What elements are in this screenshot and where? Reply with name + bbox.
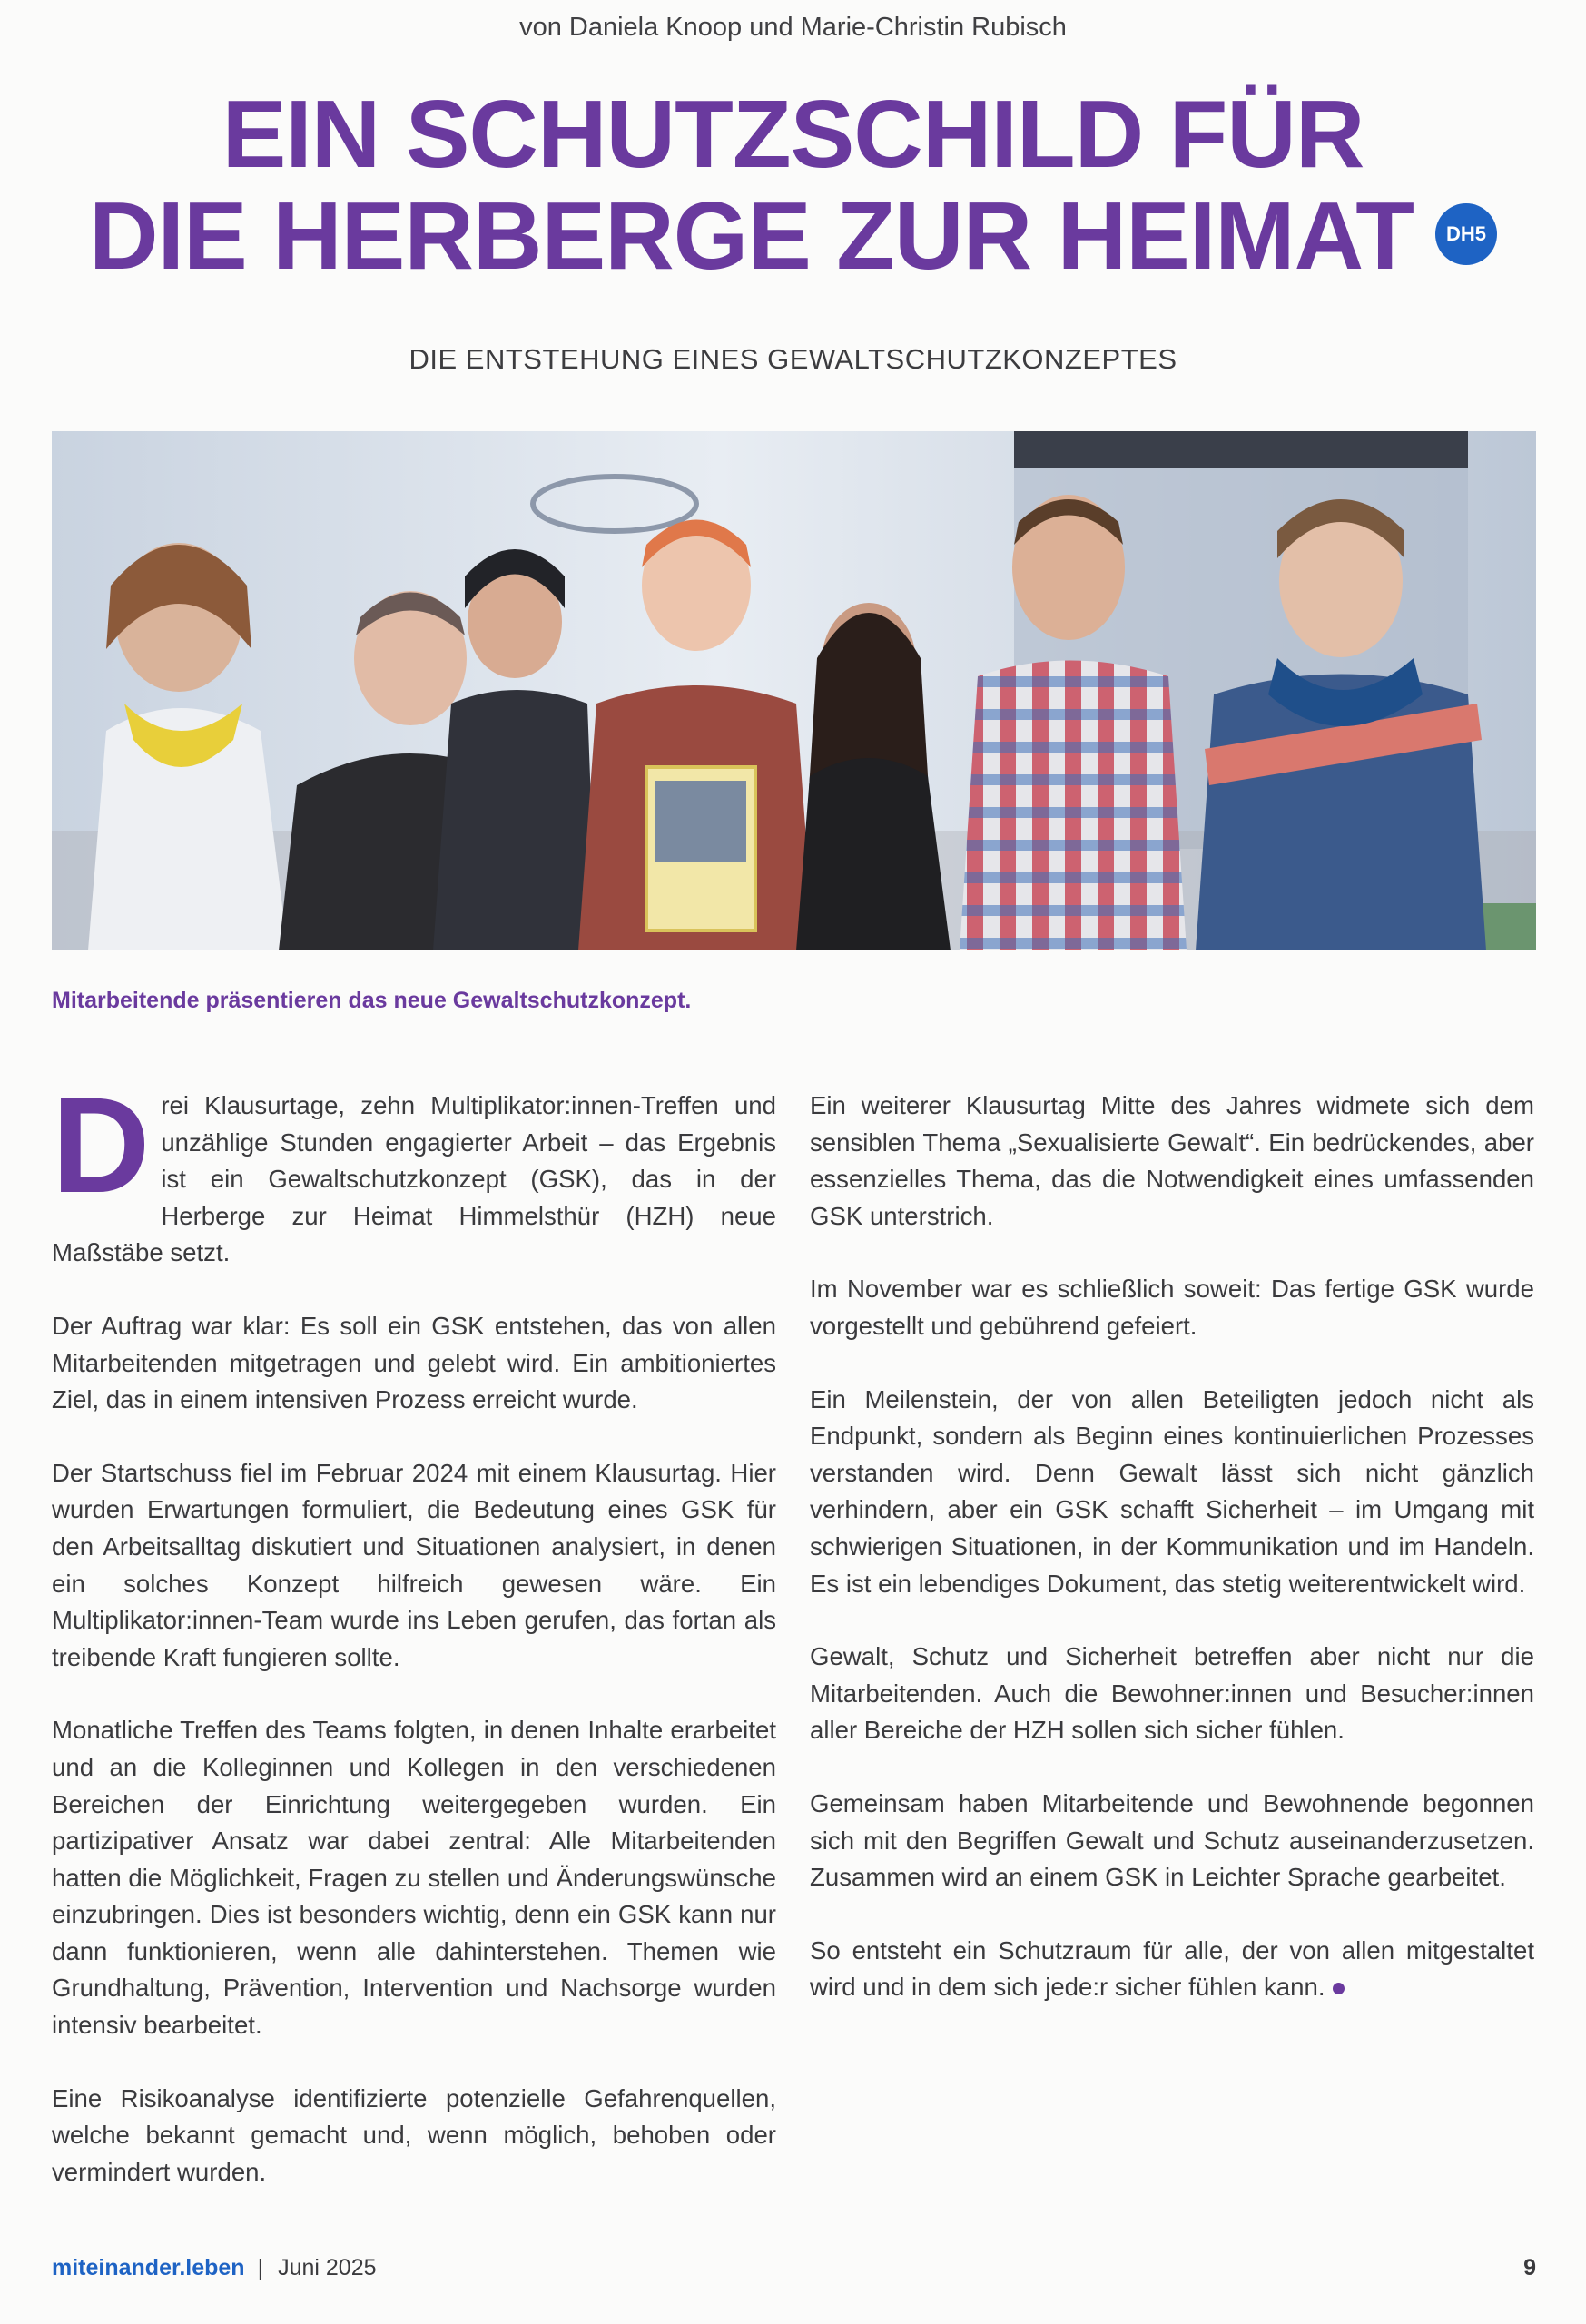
magazine-brand: [52, 2255, 245, 2280]
paragraph: Der Startschuss fiel im Februar 2024 mit einem Klausurtag. Hier wurden Erwartungen formuliert, die Bedeutung eines GSK für den Arbeitsalltag diskutiert und Situationen analysiert, in denen ein solches Konzept hilfreich gewesen wäre. Ein Multiplikator:innen-Team wurde ins Leben gerufen, das fortan als treibende Kraft fungieren sollte.: [52, 1458, 776, 1671]
paragraph: Ein weiterer Klausurtag Mitte des Jahres widmete sich dem sensiblen Thema „Sexualisierte Gewalt“. Ein bedrückendes, aber essenzielles Thema, das die Notwendigkeit eines umfassenden GSK unterstrich.: [810, 1091, 1534, 1230]
paragraph: Gemeinsam haben Mitarbeitende und Bewohnende begonnen sich mit den Begriffen Gewalt und Schutz auseinanderzusetzen. Zusammen wird an einem GSK in Leichter Sprache gearbeitet.: [810, 1788, 1534, 1892]
paragraph: Der Auftrag war klar: Es soll ein GSK entstehen, das von allen Mitarbeitenden mitgetragen und gelebt wird. Ein ambitioniertes Ziel, das in einem intensiven Prozess erreicht wurde.: [52, 1311, 776, 1414]
paragraph-final-text: So entsteht ein Schutzraum für alle, der von allen mitgestaltet wird und in dem sich jede:r sicher fühlen kann.: [810, 1935, 1534, 2002]
brand-part-2: leben: [185, 2255, 245, 2280]
photo-caption: Mitarbeitende präsentieren das neue Gewaltschutzkonzept.: [52, 988, 692, 1013]
headline-line-2-text: DIE HERBERGE ZUR HEIMAT: [88, 182, 1414, 290]
page-footer: [52, 2255, 1536, 2286]
paragraph-intro: [52, 1068, 776, 1272]
headline-line-1: EIN SCHUTZSCHILD FÜR: [222, 81, 1364, 188]
page-number: 9: [1523, 2255, 1536, 2280]
group-photo: [52, 431, 1536, 950]
paragraph: Gewalt, Schutz und Sicherheit betreffen aber nicht nur die Mitarbeitenden. Auch die Bewohner:innen und Besucher:innen aller Bereiche der HZH sollen sich sicher fühlen.: [810, 1642, 1534, 1745]
brand-part-1: miteinander: [52, 2255, 180, 2280]
end-mark-icon: [1333, 1983, 1345, 1994]
footer-separator: |: [257, 2255, 264, 2280]
region-badge: DH5: [1435, 203, 1497, 265]
article-column-right: [810, 1088, 1534, 2043]
group-photo-illustration: [52, 431, 1536, 950]
subheadline: DIE ENTSTEHUNG EINES GEWALTSCHUTZKONZEPTES: [409, 343, 1177, 375]
paragraph: Monatliche Treffen des Teams folgten, in denen Inhalte erarbeitet und an die Kolleginnen und Kollegen in den verschiedenen Bereichen der Einrichtung weitergegeben wurden. Ein partizipativer Ansatz war dabei zentral: Alle Mitarbeitenden hatten die Möglichkeit, Fragen zu stellen und Änderungswünsche einzubringen. Dies ist besonders wichtig, denn ein GSK kann nur dann funktionieren, wenn alle dahinterstehen. Themen wie Grundhaltung, Prävention, Intervention und Nachsorge wurden intensiv bearbeitet.: [52, 1716, 776, 2040]
brand-dot: .: [179, 2255, 186, 2280]
headline-line-2: [0, 182, 1586, 290]
paragraph-final: [810, 1933, 1534, 2006]
headline: [0, 81, 1586, 290]
paragraph-intro-text: rei Klausurtage, zehn Multiplikator:innen-Treffen und unzählige Stunden engagierter Arbeit – das Ergebnis ist ein Gewaltschutzkonzept (GSK), das in der Herberge zur Heimat Himmelsthür (HZH) neue Maßstäbe setzt.: [52, 1091, 776, 1267]
paragraph: Im November war es schließlich soweit: Das fertige GSK wurde vorgestellt und gebührend gefeiert.: [810, 1275, 1534, 1340]
paragraph: Ein Meilenstein, der von allen Beteiligten jedoch nicht als Endpunkt, sondern als Beginn eines kontinuierlichen Prozesses verstanden wird. Denn Gewalt lässt sich nicht gänzlich verhindern, aber ein GSK schafft Sicherheit – im Umgang mit schwierigen Situationen, in der Kommunikation und im Handeln. Es ist ein lebendiges Dokument, das stetig weiterentwickelt wird.: [810, 1384, 1534, 1598]
paragraph: Eine Risikoanalyse identifizierte potenzielle Gefahrenquellen, welche bekannt gemacht und, wenn möglich, behoben oder vermindert wurden.: [52, 2083, 776, 2186]
issue-date: Juni 2025: [278, 2255, 377, 2280]
drop-cap: D: [52, 1068, 151, 1221]
article-column-left: [52, 1068, 776, 2227]
byline: von Daniela Knoop und Marie-Christin Rubisch: [519, 13, 1067, 42]
